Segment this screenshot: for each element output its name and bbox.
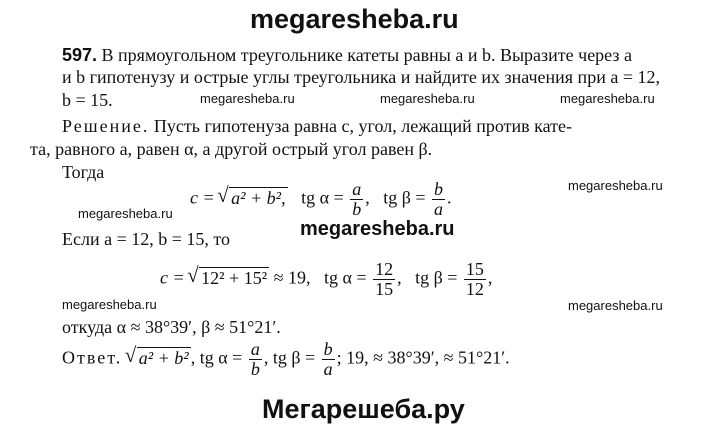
- watermark-mid: megaresheba.ru: [300, 218, 455, 240]
- solution-line-2: та, равного a, равен α, а другой острый угол равен β.: [30, 139, 433, 159]
- problem-line-1: [62, 44, 632, 66]
- fraction-a-b: [249, 340, 262, 379]
- fraction-numerator: b: [434, 179, 443, 199]
- problem-number: 597.: [62, 45, 98, 65]
- problem-line-3: b = 15.: [62, 90, 113, 110]
- watermark-small: megaresheba.ru: [78, 206, 173, 221]
- sqrt-radicand: 12² + 15²: [201, 267, 268, 288]
- watermark-small: megaresheba.ru: [568, 178, 663, 193]
- problem-line-2: и b гипотенузу и острые углы треугольника и найдите их значения при a = 12,: [62, 67, 660, 87]
- fraction-a-b: [350, 180, 363, 219]
- watermark-top: megaresheba.ru: [250, 4, 459, 34]
- fraction-b-a: [432, 180, 445, 219]
- fraction-b-a: [322, 340, 335, 379]
- fraction-12-15: [373, 260, 395, 299]
- fraction-numerator: 12: [375, 259, 394, 279]
- watermark-small: megaresheba.ru: [62, 297, 157, 312]
- formula-numeric: c = √ 12² + 15² ≈ 19, tg α = $\frac{12}{15}$ , tg β = $\frac{15}{12}$ ,: [160, 259, 493, 299]
- approx-19: ≈ 19,: [273, 267, 311, 288]
- fraction-15-12: [464, 260, 486, 299]
- fraction-denominator: b: [250, 359, 260, 379]
- watermark-bottom: Мегарешеба.ру: [262, 394, 465, 424]
- formula-c: c =: [190, 187, 215, 208]
- sqrt-symbol: √ a² + b²: [124, 342, 189, 368]
- fraction-denominator: 15: [375, 279, 394, 299]
- tg-alpha: tg α =: [301, 187, 344, 208]
- sqrt-symbol: √ a² + b²,: [217, 182, 286, 208]
- fraction-denominator: b: [352, 199, 362, 219]
- fraction-numerator: b: [323, 339, 333, 359]
- solution-heading: Решение.: [62, 116, 150, 136]
- tg-alpha: tg α =: [323, 267, 367, 288]
- sqrt-radicand: a² + b²: [138, 347, 189, 368]
- fraction-numerator: a: [250, 339, 260, 359]
- then-label: Тогда: [62, 162, 105, 182]
- formula-general: c = √ a² + b², tg α = $\frac{a}{b}$ , tg β = $\frac{b}{a}$ .: [190, 179, 452, 219]
- answer-tail: ; 19, ≈ 38°39′, ≈ 51°21′.: [336, 347, 510, 368]
- fraction-denominator: a: [323, 359, 333, 379]
- watermark-small: megaresheba.ru: [568, 298, 663, 313]
- if-line: Если a = 12, b = 15, то: [62, 229, 231, 249]
- watermark-small: megaresheba.ru: [380, 91, 475, 106]
- watermark-small: megaresheba.ru: [200, 91, 295, 106]
- fraction-denominator: 12: [465, 279, 484, 299]
- whence-line: откуда α ≈ 38°39′, β ≈ 51°21′.: [62, 317, 281, 337]
- sqrt-symbol: √ 12² + 15²: [187, 262, 268, 288]
- answer-heading: Ответ.: [62, 347, 123, 368]
- tg-beta: tg β =: [383, 187, 426, 208]
- sqrt-radicand: a² + b²,: [231, 187, 286, 208]
- solution-text: Пусть гипотенуза равна c, угол, лежащий против кате-: [153, 116, 572, 136]
- tg-beta: tg β =: [415, 267, 458, 288]
- formula-c: c =: [160, 267, 185, 288]
- tg-beta: , tg β =: [263, 347, 316, 368]
- tg-alpha: , tg α =: [190, 347, 243, 368]
- fraction-numerator: a: [352, 179, 362, 199]
- fraction-numerator: 15: [465, 259, 484, 279]
- fraction-denominator: a: [434, 199, 443, 219]
- problem-text: В прямоугольном треугольнике катеты равны a и b. Выразите через a: [101, 45, 632, 65]
- solution-line-1: [62, 115, 572, 137]
- answer-line: [62, 340, 510, 379]
- watermark-small: megaresheba.ru: [560, 91, 655, 106]
